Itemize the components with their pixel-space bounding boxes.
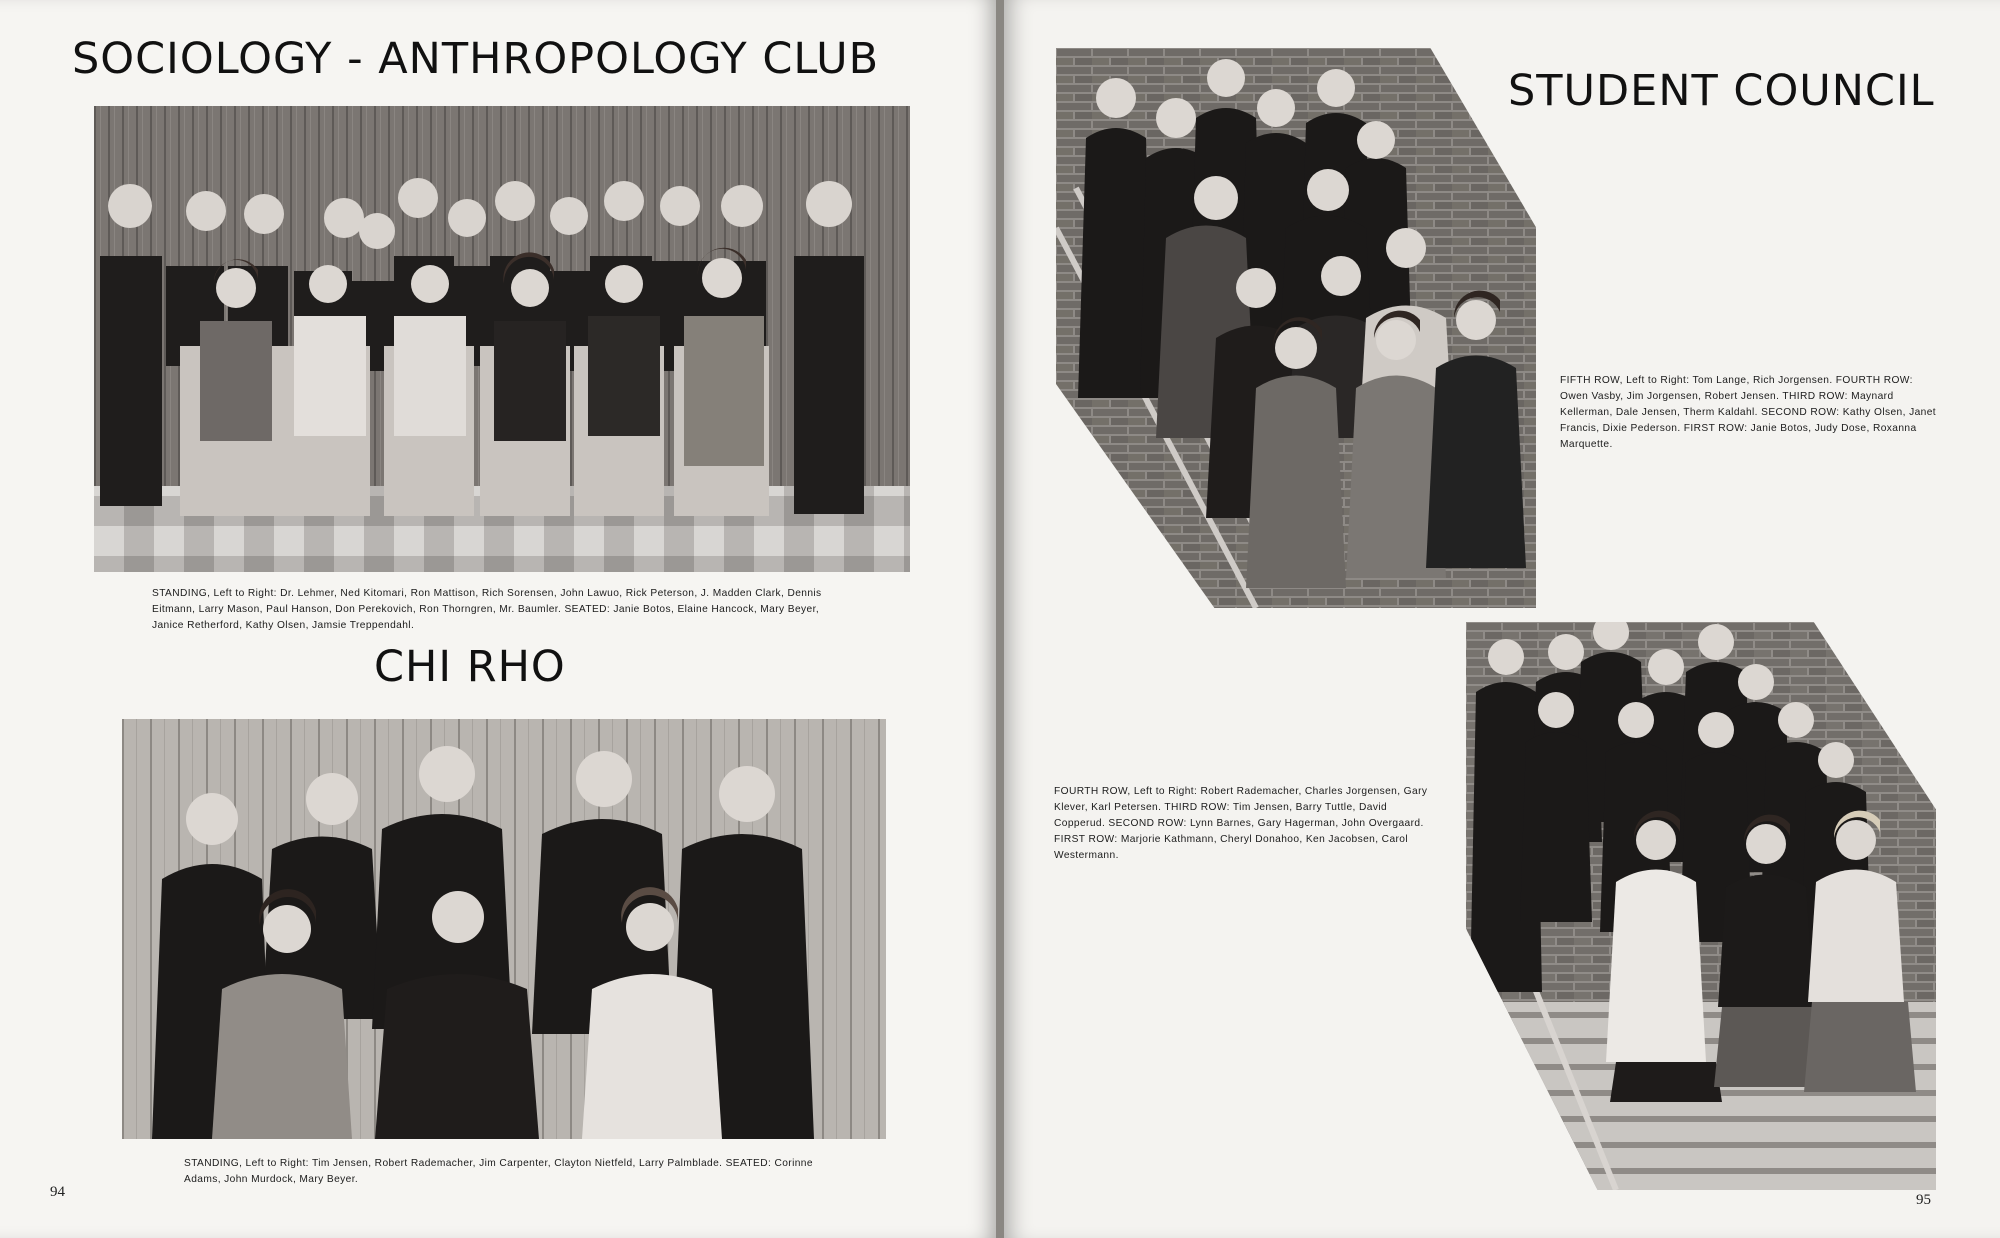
sociology-club-title: SOCIOLOGY - ANTHROPOLOGY CLUB — [72, 34, 880, 84]
sociology-group-picture — [94, 106, 910, 572]
student-council-photo-top — [1056, 48, 1536, 608]
page-number-left: 94 — [50, 1184, 65, 1200]
chi-rho-title: CHI RHO — [374, 642, 566, 692]
sociology-club-photo — [94, 106, 910, 572]
student-council-caption-bottom: FOURTH ROW, Left to Right: Robert Rademacher, Charles Jorgensen, Gary Klever, Karl Petersen. THIRD ROW: Tim Jensen, Barry Tuttle, David Copperud. SECOND ROW: Lynn Barnes, Gary Hagerman, John Overgaard. FIRST ROW: Marjorie Kathmann, Cheryl Donahoo, Ken Jacobsen, Carol Westermann. — [1054, 786, 1428, 861]
left-page — [0, 0, 998, 1238]
student-council-caption-top: FIFTH ROW, Left to Right: Tom Lange, Rich Jorgensen. FOURTH ROW: Owen Vasby, Jim Jorgensen, Robert Jensen. THIRD ROW: Maynard Kellerman, Dale Jensen, Therm Kaldahl. SECOND ROW: Kathy Olsen, Janet Francis, Dixie Pederson. FIRST ROW: Janie Botos, Judy Dose, Roxanna Marquette. — [1560, 375, 1937, 450]
chi-rho-photo — [122, 719, 886, 1139]
page-number-right: 95 — [1916, 1192, 1931, 1208]
chi-rho-group-picture — [122, 719, 886, 1139]
right-page — [1004, 0, 2000, 1238]
student-council-title: STUDENT COUNCIL — [1508, 66, 1935, 116]
chi-rho-caption: STANDING, Left to Right: Tim Jensen, Robert Rademacher, Jim Carpenter, Clayton Nietfeld, Larry Palmblade. SEATED: Corinne Adams, John Murdock, Mary Beyer. — [184, 1158, 813, 1185]
student-council-photo-bottom — [1466, 622, 1936, 1190]
student-council-bottom-picture — [1466, 622, 1936, 1190]
sociology-club-caption: STANDING, Left to Right: Dr. Lehmer, Ned Kitomari, Ron Mattison, Rich Sorensen, John Lawuo, Rick Peterson, J. Madden Clark, Dennis Eitmann, Larry Mason, Paul Hanson, Don Perekovich, Ron Thorngren, Mr. Baumler. SEATED: Janie Botos, Elaine Hancock, Mary Beyer, Janice Retherford, Kathy Olsen, Jamsie Treppendahl. — [152, 588, 822, 631]
student-council-top-picture — [1056, 48, 1536, 608]
